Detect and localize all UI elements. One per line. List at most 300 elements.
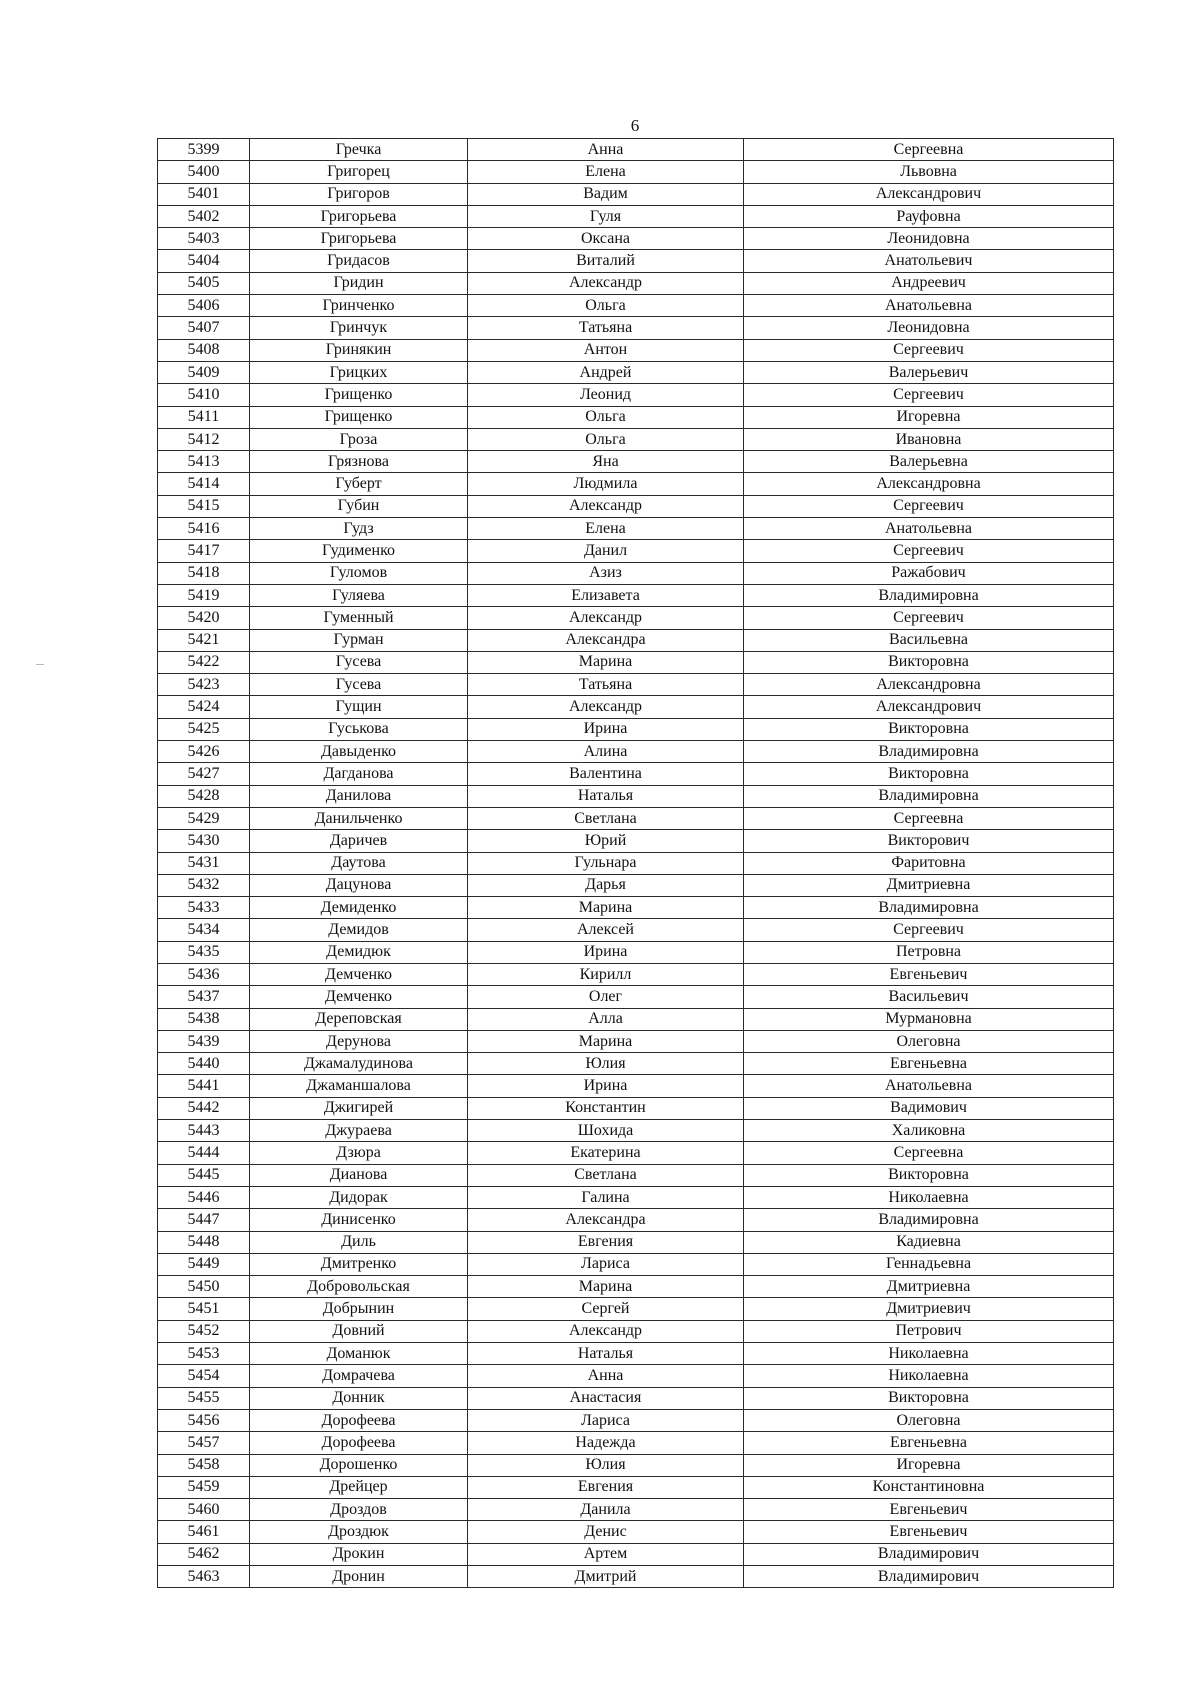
table-row — [158, 361, 1114, 383]
table-row — [158, 674, 1114, 696]
patronymic-cell: Мурмановна — [744, 1008, 1114, 1030]
first-name-cell: Денис — [468, 1521, 744, 1543]
patronymic-cell: Александрович — [744, 183, 1114, 205]
last-name-cell: Джамалудинова — [250, 1053, 468, 1075]
row-number-cell: 5426 — [158, 741, 250, 763]
patronymic-cell: Владимировна — [744, 1209, 1114, 1231]
row-number-cell: 5402 — [158, 205, 250, 227]
patronymic-cell: Сергеевна — [744, 1142, 1114, 1164]
row-number-cell: 5429 — [158, 807, 250, 829]
patronymic-cell: Викторовна — [744, 1164, 1114, 1186]
first-name-cell: Андрей — [468, 361, 744, 383]
row-number-cell: 5401 — [158, 183, 250, 205]
row-number-cell: 5411 — [158, 406, 250, 428]
row-number-cell: 5405 — [158, 272, 250, 294]
first-name-cell: Александра — [468, 1209, 744, 1231]
last-name-cell: Гудз — [250, 518, 468, 540]
table-row — [158, 1142, 1114, 1164]
table-row — [158, 785, 1114, 807]
first-name-cell: Татьяна — [468, 317, 744, 339]
row-number-cell: 5462 — [158, 1543, 250, 1565]
patronymic-cell: Викторовна — [744, 1387, 1114, 1409]
first-name-cell: Ирина — [468, 718, 744, 740]
patronymic-cell: Владимировна — [744, 785, 1114, 807]
patronymic-cell: Анатольевна — [744, 518, 1114, 540]
patronymic-cell: Анатольевна — [744, 295, 1114, 317]
patronymic-cell: Кадиевна — [744, 1231, 1114, 1253]
row-number-cell: 5424 — [158, 696, 250, 718]
first-name-cell: Людмила — [468, 473, 744, 495]
table-row — [158, 1566, 1114, 1588]
row-number-cell: 5452 — [158, 1320, 250, 1342]
patronymic-cell: Петрович — [744, 1320, 1114, 1342]
row-number-cell: 5458 — [158, 1454, 250, 1476]
last-name-cell: Губерт — [250, 473, 468, 495]
table-row — [158, 451, 1114, 473]
table-row — [158, 1454, 1114, 1476]
row-number-cell: 5460 — [158, 1499, 250, 1521]
last-name-cell: Демченко — [250, 986, 468, 1008]
last-name-cell: Гудименко — [250, 540, 468, 562]
patronymic-cell: Сергеевич — [744, 540, 1114, 562]
last-name-cell: Губин — [250, 495, 468, 517]
last-name-cell: Дагданова — [250, 763, 468, 785]
last-name-cell: Грязнова — [250, 451, 468, 473]
last-name-cell: Дмитренко — [250, 1253, 468, 1275]
first-name-cell: Дарья — [468, 874, 744, 896]
table-row — [158, 584, 1114, 606]
first-name-cell: Ольга — [468, 428, 744, 450]
patronymic-cell: Николаевна — [744, 1365, 1114, 1387]
last-name-cell: Гринченко — [250, 295, 468, 317]
last-name-cell: Гринякин — [250, 339, 468, 361]
first-name-cell: Надежда — [468, 1432, 744, 1454]
last-name-cell: Гречка — [250, 139, 468, 161]
last-name-cell: Гридин — [250, 272, 468, 294]
last-name-cell: Динисенко — [250, 1209, 468, 1231]
last-name-cell: Гридасов — [250, 250, 468, 272]
table-row — [158, 963, 1114, 985]
first-name-cell: Яна — [468, 451, 744, 473]
first-name-cell: Гульнара — [468, 852, 744, 874]
last-name-cell: Даричев — [250, 830, 468, 852]
table-row — [158, 1409, 1114, 1431]
row-number-cell: 5423 — [158, 674, 250, 696]
first-name-cell: Дмитрий — [468, 1566, 744, 1588]
first-name-cell: Александр — [468, 1320, 744, 1342]
table-row — [158, 250, 1114, 272]
row-number-cell: 5450 — [158, 1276, 250, 1298]
row-number-cell: 5404 — [158, 250, 250, 272]
last-name-cell: Доманюк — [250, 1343, 468, 1365]
last-name-cell: Гусева — [250, 651, 468, 673]
first-name-cell: Александр — [468, 696, 744, 718]
first-name-cell: Марина — [468, 897, 744, 919]
patronymic-cell: Валерьевна — [744, 451, 1114, 473]
row-number-cell: 5417 — [158, 540, 250, 562]
row-number-cell: 5409 — [158, 361, 250, 383]
first-name-cell: Олег — [468, 986, 744, 1008]
patronymic-cell: Владимировна — [744, 584, 1114, 606]
patronymic-cell: Вадимович — [744, 1097, 1114, 1119]
last-name-cell: Джигирей — [250, 1097, 468, 1119]
first-name-cell: Ольга — [468, 406, 744, 428]
table-row — [158, 540, 1114, 562]
row-number-cell: 5421 — [158, 629, 250, 651]
table-row — [158, 986, 1114, 1008]
last-name-cell: Григорец — [250, 161, 468, 183]
patronymic-cell: Халиковна — [744, 1120, 1114, 1142]
first-name-cell: Сергей — [468, 1298, 744, 1320]
patronymic-cell: Леонидовна — [744, 317, 1114, 339]
last-name-cell: Дроздов — [250, 1499, 468, 1521]
row-number-cell: 5430 — [158, 830, 250, 852]
first-name-cell: Анна — [468, 139, 744, 161]
patronymic-cell: Владимирович — [744, 1566, 1114, 1588]
first-name-cell: Константин — [468, 1097, 744, 1119]
patronymic-cell: Константиновна — [744, 1476, 1114, 1498]
patronymic-cell: Александровна — [744, 674, 1114, 696]
table-row — [158, 1008, 1114, 1030]
table-row — [158, 1209, 1114, 1231]
patronymic-cell: Ивановна — [744, 428, 1114, 450]
table-row — [158, 1521, 1114, 1543]
table-row — [158, 1164, 1114, 1186]
patronymic-cell: Евгеньевич — [744, 1499, 1114, 1521]
first-name-cell: Леонид — [468, 384, 744, 406]
last-name-cell: Джураева — [250, 1120, 468, 1142]
row-number-cell: 5440 — [158, 1053, 250, 1075]
row-number-cell: 5457 — [158, 1432, 250, 1454]
row-number-cell: 5439 — [158, 1030, 250, 1052]
table-row — [158, 339, 1114, 361]
last-name-cell: Грищенко — [250, 406, 468, 428]
last-name-cell: Демченко — [250, 963, 468, 985]
row-number-cell: 5438 — [158, 1008, 250, 1030]
table-row — [158, 1432, 1114, 1454]
patronymic-cell: Васильевич — [744, 986, 1114, 1008]
last-name-cell: Добрынин — [250, 1298, 468, 1320]
patronymic-cell: Андреевич — [744, 272, 1114, 294]
table-row — [158, 1298, 1114, 1320]
last-name-cell: Дорофеева — [250, 1432, 468, 1454]
last-name-cell: Грищенко — [250, 384, 468, 406]
patronymic-cell: Анатольевна — [744, 1075, 1114, 1097]
first-name-cell: Антон — [468, 339, 744, 361]
table-row — [158, 830, 1114, 852]
table-row — [158, 852, 1114, 874]
last-name-cell: Давыденко — [250, 741, 468, 763]
last-name-cell: Дереповская — [250, 1008, 468, 1030]
table-row — [158, 897, 1114, 919]
row-number-cell: 5407 — [158, 317, 250, 339]
row-number-cell: 5431 — [158, 852, 250, 874]
first-name-cell: Алина — [468, 741, 744, 763]
row-number-cell: 5447 — [158, 1209, 250, 1231]
patronymic-cell: Сергеевич — [744, 495, 1114, 517]
row-number-cell: 5445 — [158, 1164, 250, 1186]
first-name-cell: Александр — [468, 495, 744, 517]
patronymic-cell: Сергеевич — [744, 339, 1114, 361]
last-name-cell: Дрейцер — [250, 1476, 468, 1498]
last-name-cell: Дрокин — [250, 1543, 468, 1565]
patronymic-cell: Олеговна — [744, 1030, 1114, 1052]
table-row — [158, 473, 1114, 495]
first-name-cell: Ирина — [468, 941, 744, 963]
last-name-cell: Дерунова — [250, 1030, 468, 1052]
patronymic-cell: Николаевна — [744, 1186, 1114, 1208]
last-name-cell: Дианова — [250, 1164, 468, 1186]
row-number-cell: 5433 — [158, 897, 250, 919]
first-name-cell: Светлана — [468, 807, 744, 829]
patronymic-cell: Викторовна — [744, 718, 1114, 740]
first-name-cell: Александра — [468, 629, 744, 651]
patronymic-cell: Викторович — [744, 830, 1114, 852]
table-row — [158, 1053, 1114, 1075]
page-number: 6 — [630, 116, 640, 135]
first-name-cell: Лариса — [468, 1253, 744, 1275]
first-name-cell: Азиз — [468, 562, 744, 584]
row-number-cell: 5448 — [158, 1231, 250, 1253]
first-name-cell: Татьяна — [468, 674, 744, 696]
first-name-cell: Алексей — [468, 919, 744, 941]
table-row — [158, 1476, 1114, 1498]
row-number-cell: 5454 — [158, 1365, 250, 1387]
row-number-cell: 5435 — [158, 941, 250, 963]
patronymic-cell: Сергеевич — [744, 607, 1114, 629]
first-name-cell: Евгения — [468, 1476, 744, 1498]
first-name-cell: Алла — [468, 1008, 744, 1030]
table-row — [158, 384, 1114, 406]
row-number-cell: 5463 — [158, 1566, 250, 1588]
patronymic-cell: Александрович — [744, 696, 1114, 718]
last-name-cell: Грицких — [250, 361, 468, 383]
row-number-cell: 5427 — [158, 763, 250, 785]
last-name-cell: Дидорак — [250, 1186, 468, 1208]
row-number-cell: 5412 — [158, 428, 250, 450]
row-number-cell: 5422 — [158, 651, 250, 673]
table-row — [158, 139, 1114, 161]
patronymic-cell: Сергеевна — [744, 807, 1114, 829]
table-row — [158, 228, 1114, 250]
first-name-cell: Оксана — [468, 228, 744, 250]
last-name-cell: Гущин — [250, 696, 468, 718]
patronymic-cell: Евгеньевич — [744, 963, 1114, 985]
row-number-cell: 5413 — [158, 451, 250, 473]
table-row — [158, 607, 1114, 629]
first-name-cell: Лариса — [468, 1409, 744, 1431]
first-name-cell: Марина — [468, 1276, 744, 1298]
table-row — [158, 741, 1114, 763]
table-row — [158, 919, 1114, 941]
first-name-cell: Юлия — [468, 1053, 744, 1075]
patronymic-cell: Игоревна — [744, 1454, 1114, 1476]
last-name-cell: Демидов — [250, 919, 468, 941]
first-name-cell: Ольга — [468, 295, 744, 317]
patronymic-cell: Евгеньевна — [744, 1432, 1114, 1454]
row-number-cell: 5400 — [158, 161, 250, 183]
last-name-cell: Гуломов — [250, 562, 468, 584]
last-name-cell: Демиденко — [250, 897, 468, 919]
table-row — [158, 205, 1114, 227]
patronymic-cell: Дмитриевна — [744, 874, 1114, 896]
first-name-cell: Марина — [468, 1030, 744, 1052]
patronymic-cell: Ражабович — [744, 562, 1114, 584]
last-name-cell: Гуськова — [250, 718, 468, 740]
table-row — [158, 317, 1114, 339]
table-row — [158, 1276, 1114, 1298]
patronymic-cell: Сергеевна — [744, 139, 1114, 161]
first-name-cell: Александр — [468, 272, 744, 294]
row-number-cell: 5436 — [158, 963, 250, 985]
table-row — [158, 1543, 1114, 1565]
first-name-cell: Галина — [468, 1186, 744, 1208]
patronymic-cell: Александровна — [744, 473, 1114, 495]
row-number-cell: 5414 — [158, 473, 250, 495]
row-number-cell: 5444 — [158, 1142, 250, 1164]
first-name-cell: Данила — [468, 1499, 744, 1521]
first-name-cell: Екатерина — [468, 1142, 744, 1164]
first-name-cell: Виталий — [468, 250, 744, 272]
patronymic-cell: Николаевна — [744, 1343, 1114, 1365]
patronymic-cell: Сергеевич — [744, 919, 1114, 941]
first-name-cell: Светлана — [468, 1164, 744, 1186]
row-number-cell: 5459 — [158, 1476, 250, 1498]
patronymic-cell: Евгеньевна — [744, 1053, 1114, 1075]
first-name-cell: Елена — [468, 161, 744, 183]
last-name-cell: Григорьева — [250, 228, 468, 250]
roster-table — [157, 138, 1114, 1588]
table-row — [158, 1343, 1114, 1365]
table-row — [158, 1365, 1114, 1387]
table-row — [158, 763, 1114, 785]
table-row — [158, 1387, 1114, 1409]
last-name-cell: Дронин — [250, 1566, 468, 1588]
table-row — [158, 941, 1114, 963]
row-number-cell: 5443 — [158, 1120, 250, 1142]
last-name-cell: Григорьева — [250, 205, 468, 227]
patronymic-cell: Владимировна — [744, 741, 1114, 763]
table-row — [158, 272, 1114, 294]
row-number-cell: 5441 — [158, 1075, 250, 1097]
last-name-cell: Дорофеева — [250, 1409, 468, 1431]
table-row — [158, 1186, 1114, 1208]
patronymic-cell: Дмитриевич — [744, 1298, 1114, 1320]
row-number-cell: 5419 — [158, 584, 250, 606]
table-row — [158, 1120, 1114, 1142]
last-name-cell: Дроздюк — [250, 1521, 468, 1543]
patronymic-cell: Львовна — [744, 161, 1114, 183]
table-row — [158, 183, 1114, 205]
patronymic-cell: Игоревна — [744, 406, 1114, 428]
first-name-cell: Кирилл — [468, 963, 744, 985]
last-name-cell: Григоров — [250, 183, 468, 205]
first-name-cell: Гуля — [468, 205, 744, 227]
first-name-cell: Елена — [468, 518, 744, 540]
table-row — [158, 1075, 1114, 1097]
patronymic-cell: Васильевна — [744, 629, 1114, 651]
patronymic-cell: Евгеньевич — [744, 1521, 1114, 1543]
table-row — [158, 295, 1114, 317]
row-number-cell: 5418 — [158, 562, 250, 584]
first-name-cell: Данил — [468, 540, 744, 562]
row-number-cell: 5461 — [158, 1521, 250, 1543]
patronymic-cell: Валерьевич — [744, 361, 1114, 383]
table-row — [158, 428, 1114, 450]
row-number-cell: 5399 — [158, 139, 250, 161]
first-name-cell: Ирина — [468, 1075, 744, 1097]
last-name-cell: Данилова — [250, 785, 468, 807]
first-name-cell: Шохида — [468, 1120, 744, 1142]
row-number-cell: 5428 — [158, 785, 250, 807]
table-row — [158, 651, 1114, 673]
first-name-cell: Елизавета — [468, 584, 744, 606]
row-number-cell: 5415 — [158, 495, 250, 517]
first-name-cell: Наталья — [468, 785, 744, 807]
scan-artifact — [36, 664, 44, 665]
patronymic-cell: Леонидовна — [744, 228, 1114, 250]
last-name-cell: Добровольская — [250, 1276, 468, 1298]
patronymic-cell: Викторовна — [744, 651, 1114, 673]
patronymic-cell: Рауфовна — [744, 205, 1114, 227]
table-row — [158, 696, 1114, 718]
table-row — [158, 1231, 1114, 1253]
table-row — [158, 562, 1114, 584]
row-number-cell: 5446 — [158, 1186, 250, 1208]
table-row — [158, 406, 1114, 428]
first-name-cell: Юлия — [468, 1454, 744, 1476]
last-name-cell: Данильченко — [250, 807, 468, 829]
row-number-cell: 5420 — [158, 607, 250, 629]
table-row — [158, 1253, 1114, 1275]
row-number-cell: 5434 — [158, 919, 250, 941]
table-row — [158, 807, 1114, 829]
patronymic-cell: Фаритовна — [744, 852, 1114, 874]
table-row — [158, 1097, 1114, 1119]
last-name-cell: Гуляева — [250, 584, 468, 606]
first-name-cell: Юрий — [468, 830, 744, 852]
patronymic-cell: Олеговна — [744, 1409, 1114, 1431]
patronymic-cell: Владимировна — [744, 897, 1114, 919]
row-number-cell: 5416 — [158, 518, 250, 540]
first-name-cell: Артем — [468, 1543, 744, 1565]
row-number-cell: 5456 — [158, 1409, 250, 1431]
first-name-cell: Марина — [468, 651, 744, 673]
last-name-cell: Демидюк — [250, 941, 468, 963]
row-number-cell: 5455 — [158, 1387, 250, 1409]
last-name-cell: Гринчук — [250, 317, 468, 339]
last-name-cell: Диль — [250, 1231, 468, 1253]
last-name-cell: Гурман — [250, 629, 468, 651]
table-row — [158, 629, 1114, 651]
roster-table-body — [158, 139, 1114, 1588]
row-number-cell: 5425 — [158, 718, 250, 740]
last-name-cell: Джаманшалова — [250, 1075, 468, 1097]
first-name-cell: Наталья — [468, 1343, 744, 1365]
last-name-cell: Домрачева — [250, 1365, 468, 1387]
last-name-cell: Довний — [250, 1320, 468, 1342]
first-name-cell: Вадим — [468, 183, 744, 205]
row-number-cell: 5449 — [158, 1253, 250, 1275]
table-row — [158, 1030, 1114, 1052]
table-row — [158, 718, 1114, 740]
patronymic-cell: Сергеевич — [744, 384, 1114, 406]
first-name-cell: Анастасия — [468, 1387, 744, 1409]
patronymic-cell: Анатольевич — [744, 250, 1114, 272]
last-name-cell: Гроза — [250, 428, 468, 450]
last-name-cell: Дзюра — [250, 1142, 468, 1164]
table-row — [158, 161, 1114, 183]
